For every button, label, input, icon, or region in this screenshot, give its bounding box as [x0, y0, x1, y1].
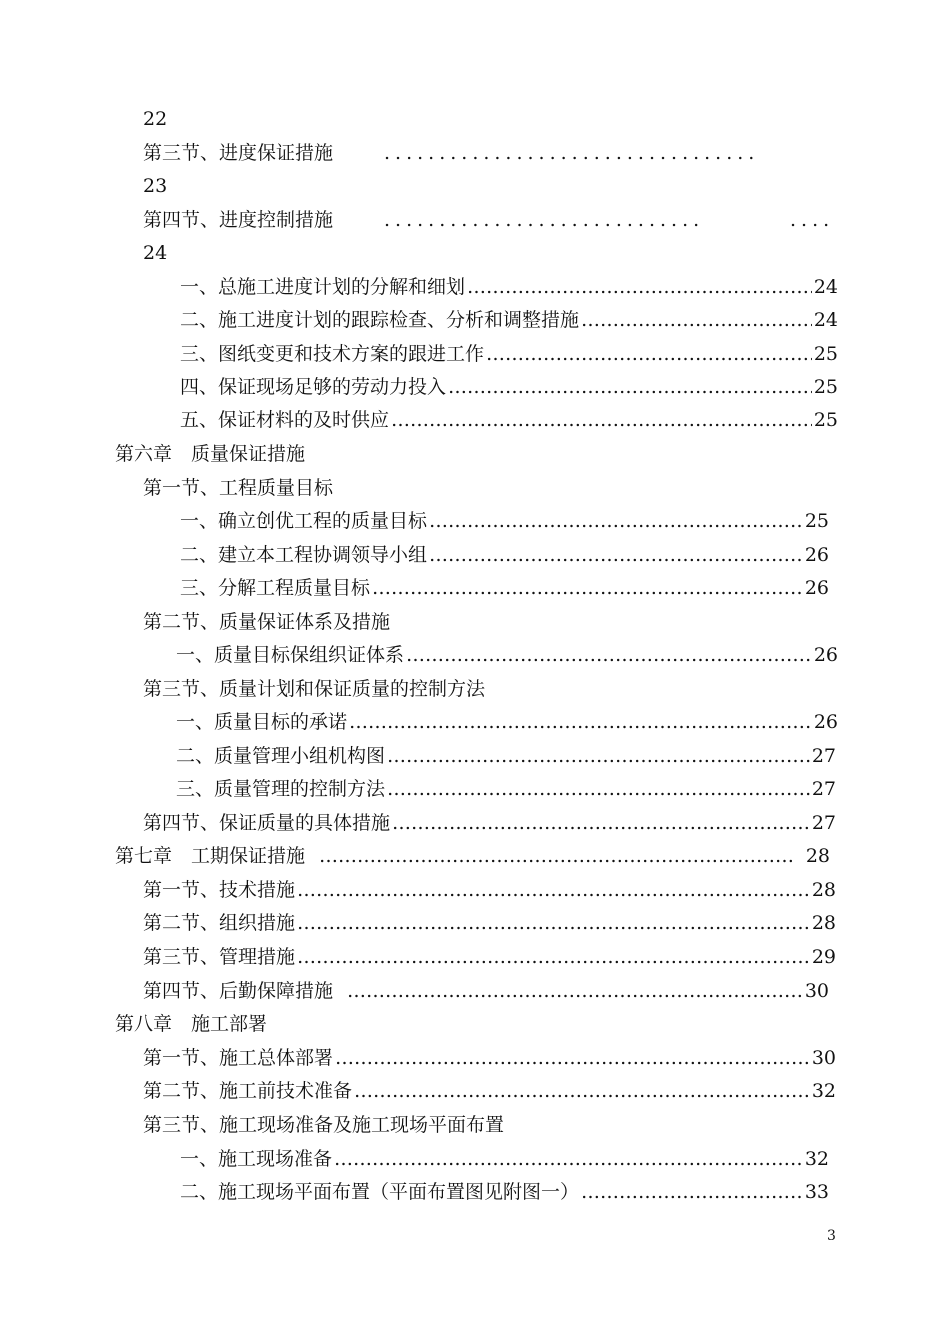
toc-entry-label: 二、质量管理小组机构图 — [176, 745, 386, 767]
toc-leader-dots — [429, 509, 803, 533]
toc-page-number: 26 — [813, 644, 838, 666]
toc-entry-label: 第七章 工期保证措施 — [115, 845, 306, 867]
toc-entry[interactable] — [180, 543, 829, 567]
toc-page-number: 30 — [804, 980, 829, 1002]
toc-entry[interactable] — [180, 1180, 829, 1204]
toc-page-number: 26 — [813, 711, 838, 733]
toc-page-number: 26 — [804, 577, 829, 599]
toc-section[interactable]: 第三节、施工现场准备及施工现场平面布置 — [143, 1114, 505, 1136]
toc-leader-dots — [297, 945, 810, 969]
toc-entry-label: 三、图纸变更和技术方案的跟进工作 — [180, 343, 485, 365]
toc-leader-dots — [347, 979, 803, 1003]
toc-entry[interactable] — [143, 1079, 836, 1103]
toc-entry-label: 第四节、保证质量的具体措施 — [143, 812, 391, 834]
toc-entry[interactable] — [180, 408, 838, 432]
toc-leader-dots: .................................. — [384, 142, 760, 164]
toc-page-number: 32 — [804, 1148, 829, 1170]
toc-leader-dots — [429, 543, 803, 567]
toc-chapter-6[interactable]: 第六章 质量保证措施 — [115, 443, 306, 465]
toc-leader-dots — [335, 1046, 810, 1070]
toc-entry-label: 二、建立本工程协调领导小组 — [180, 544, 428, 566]
toc-entry[interactable] — [180, 509, 829, 533]
toc-leader-dots — [392, 811, 810, 835]
toc-entry-label: 第二节、组织措施 — [143, 912, 296, 934]
toc-entry[interactable] — [180, 275, 838, 299]
toc-chapter-7[interactable] — [115, 844, 830, 868]
toc-page-number: 29 — [811, 946, 836, 968]
toc-entry[interactable] — [180, 1147, 829, 1171]
toc-entry-s3-progress[interactable]: 第三节、进度保证措施 — [143, 142, 334, 164]
toc-entry-label: 一、总施工进度计划的分解和细划 — [180, 276, 466, 298]
toc-entry-label: 第一节、施工总体部署 — [143, 1047, 334, 1069]
toc-leader-dots — [581, 308, 812, 332]
toc-section[interactable]: 第二节、质量保证体系及措施 — [143, 611, 391, 633]
toc-page-number: 24 — [813, 276, 838, 298]
toc-entry-label: 第四节、后勤保障措施 — [143, 980, 334, 1002]
toc-entry-label: 一、质量目标的承诺 — [176, 711, 348, 733]
toc-page-number: 25 — [813, 409, 838, 431]
toc-page-number: 24 — [813, 309, 838, 331]
toc-entry[interactable] — [176, 777, 836, 801]
toc-leader-dots: .... — [790, 209, 835, 231]
toc-page-number: 27 — [811, 812, 836, 834]
toc-entry-label: 第二节、施工前技术准备 — [143, 1080, 353, 1102]
toc-leader-dots — [334, 1147, 803, 1171]
toc-page-number: 26 — [804, 544, 829, 566]
toc-leader-dots: ............................. — [384, 209, 705, 231]
toc-entry[interactable] — [176, 643, 838, 667]
toc-entry[interactable] — [143, 945, 836, 969]
toc-entry[interactable] — [180, 308, 838, 332]
toc-entry-label: 一、施工现场准备 — [180, 1148, 333, 1170]
toc-entry-label: 五、保证材料的及时供应 — [180, 409, 390, 431]
toc-entry-label: 第三节、管理措施 — [143, 946, 296, 968]
toc-continuation-number: 22 — [143, 108, 168, 130]
toc-entry[interactable] — [143, 911, 836, 935]
toc-entry-label: 二、施工现场平面布置（平面布置图见附图一） — [180, 1181, 580, 1203]
toc-entry[interactable] — [143, 979, 829, 1003]
toc-leader-dots — [387, 777, 810, 801]
toc-section[interactable]: 第三节、质量计划和保证质量的控制方法 — [143, 678, 486, 700]
toc-leader-dots — [387, 744, 810, 768]
toc-page-number: 28 — [805, 845, 830, 867]
toc-page-number: 23 — [143, 175, 168, 197]
toc-entry[interactable] — [176, 710, 838, 734]
toc-leader-dots — [319, 844, 792, 868]
toc-entry[interactable] — [180, 342, 838, 366]
toc-entry-label: 三、质量管理的控制方法 — [176, 778, 386, 800]
toc-section[interactable]: 第一节、工程质量目标 — [143, 477, 334, 499]
toc-leader-dots — [406, 643, 812, 667]
toc-leader-dots — [448, 375, 812, 399]
toc-leader-dots — [354, 1079, 810, 1103]
toc-page-number: 28 — [811, 912, 836, 934]
toc-chapter-8[interactable]: 第八章 施工部署 — [115, 1013, 268, 1035]
toc-page-number: 30 — [811, 1047, 836, 1069]
toc-page-number: 25 — [813, 376, 838, 398]
toc-leader-dots — [349, 710, 812, 734]
toc-entry[interactable] — [143, 1046, 836, 1070]
toc-entry-label: 二、施工进度计划的跟踪检查、分析和调整措施 — [180, 309, 580, 331]
toc-leader-dots — [297, 878, 810, 902]
toc-entry[interactable] — [180, 576, 829, 600]
page-number: 3 — [827, 1228, 836, 1244]
toc-entry-label: 三、分解工程质量目标 — [180, 577, 371, 599]
toc-page-number: 25 — [804, 510, 829, 532]
toc-entry[interactable] — [143, 878, 836, 902]
toc-page-number: 32 — [811, 1080, 836, 1102]
toc-leader-dots — [467, 275, 812, 299]
toc-leader-dots — [391, 408, 812, 432]
toc-entry-label: 一、质量目标保组织证体系 — [176, 644, 405, 666]
toc-entry-label: 四、保证现场足够的劳动力投入 — [180, 376, 447, 398]
toc-entry-label: 一、确立创优工程的质量目标 — [180, 510, 428, 532]
toc-entry[interactable] — [176, 744, 836, 768]
toc-page-number: 27 — [811, 778, 836, 800]
toc-leader-dots — [297, 911, 810, 935]
toc-entry[interactable] — [180, 375, 838, 399]
toc-page-number: 33 — [804, 1181, 829, 1203]
toc-page-number: 27 — [811, 745, 836, 767]
toc-entry[interactable] — [143, 811, 836, 835]
toc-entry-s4-progress[interactable]: 第四节、进度控制措施 — [143, 209, 334, 231]
toc-leader-dots — [372, 576, 803, 600]
toc-leader-dots — [581, 1180, 803, 1204]
toc-page-number: 28 — [811, 879, 836, 901]
toc-entry-label: 第一节、技术措施 — [143, 879, 296, 901]
toc-page-number: 24 — [143, 242, 168, 264]
toc-page-number: 25 — [813, 343, 838, 365]
toc-leader-dots — [486, 342, 812, 366]
